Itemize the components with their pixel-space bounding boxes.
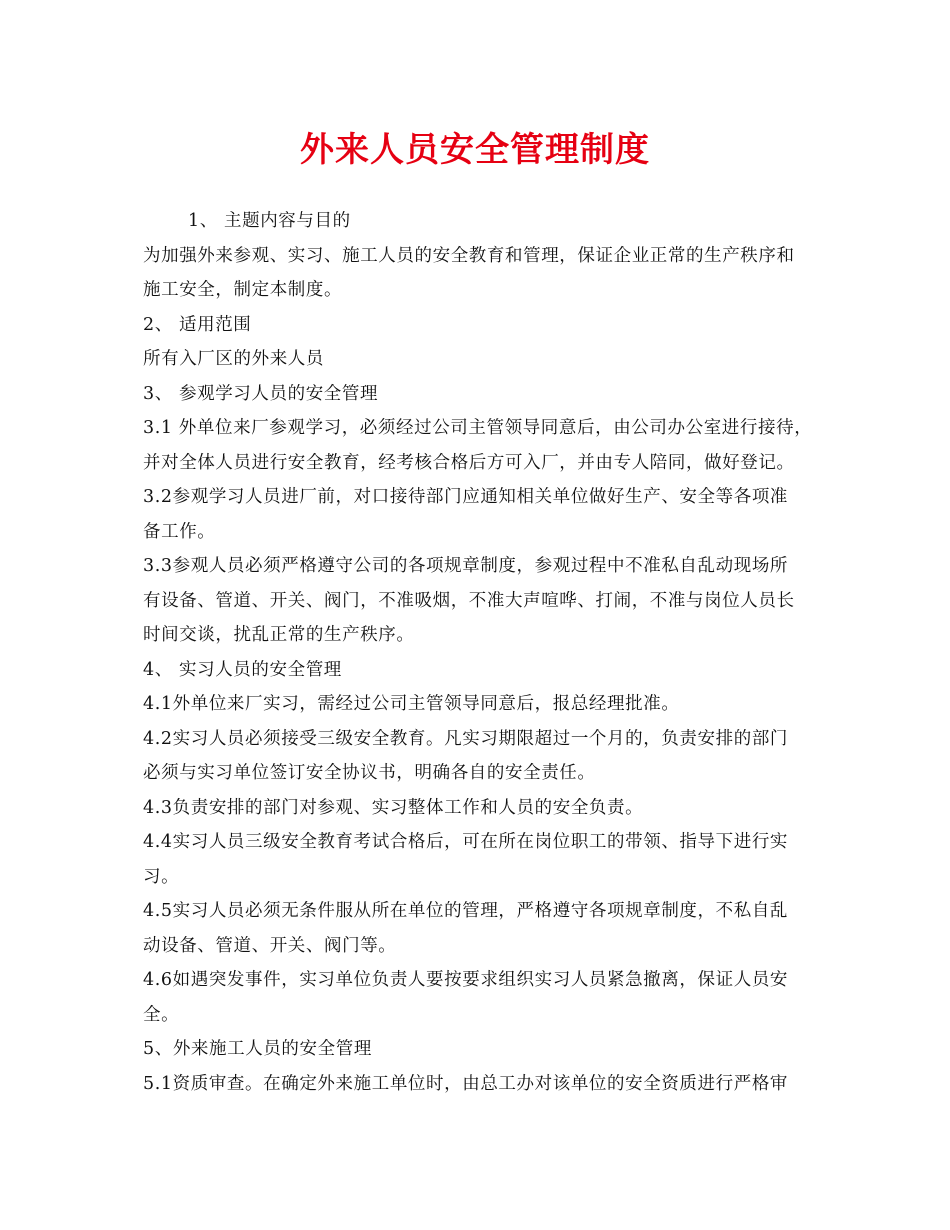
document-body — [143, 204, 823, 1101]
paragraph-line: 全。 — [143, 1004, 180, 1025]
paragraph-line: 所有入厂区的外来人员 — [143, 349, 324, 369]
paragraph-line: 3.1 外单位来厂参观学习，必须经过公司主管领导同意后，由公司办公室进行接待， — [143, 418, 813, 438]
paragraph-line: 3.3参观人员必须严格遵守公司的各项规章制度，参观过程中不准私自乱动现场所 — [143, 556, 789, 576]
paragraph-line: 4.3负责安排的部门对参观、实习整体工作和人员的安全负责。 — [143, 797, 644, 818]
paragraph-line: 动设备、管道、开关、阀门等。 — [143, 935, 397, 956]
paragraph-line: 3.2参观学习人员进厂前，对口接待部门应通知相关单位做好生产、安全等各项准 — [143, 487, 789, 507]
section-heading-5: 5、外来施工人员的安全管理 — [143, 1039, 372, 1059]
paragraph-line: 时间交谈，扰乱正常的生产秩序。 — [143, 625, 415, 645]
paragraph-line: 4.4实习人员三级安全教育考试合格后，可在所在岗位职工的带领、指导下进行实 — [143, 832, 789, 852]
paragraph-line: 4.5实习人员必须无条件服从所在单位的管理，严格遵守各项规章制度，不私自乱 — [143, 901, 789, 921]
paragraph-line: 习。 — [143, 866, 180, 887]
paragraph-line: 必须与实习单位签订安全协议书，明确各自的安全责任。 — [143, 763, 596, 783]
section-heading-1: 1、 主题内容与目的 — [188, 211, 351, 231]
paragraph-line: 4.6如遇突发事件，实习单位负责人要按要求组织实习人员紧急撤离，保证人员安 — [143, 970, 789, 990]
paragraph-line: 为加强外来参观、实习、施工人员的安全教育和管理，保证企业正常的生产秩序和 — [143, 245, 795, 266]
paragraph-line: 4.2实习人员必须接受三级安全教育。凡实习期限超过一个月的，负责安排的部门 — [143, 728, 789, 749]
section-heading-4: 4、 实习人员的安全管理 — [143, 659, 342, 680]
section-heading-2: 2、 适用范围 — [143, 314, 252, 335]
paragraph-line: 并对全体人员进行安全教育，经考核合格后方可入厂，并由专人陪同，做好登记。 — [143, 452, 795, 473]
document-title: 外来人员安全管理制度 — [300, 130, 650, 170]
paragraph-line: 备工作。 — [143, 521, 216, 542]
paragraph-line: 施工安全，制定本制度。 — [143, 280, 343, 300]
paragraph-line: 5.1资质审查。在确定外来施工单位时，由总工办对该单位的安全资质进行严格审 — [143, 1073, 789, 1094]
section-heading-3: 3、 参观学习人员的安全管理 — [143, 383, 379, 404]
paragraph-line: 有设备、管道、开关、阀门，不准吸烟，不准大声喧哗、打闹，不准与岗位人员长 — [143, 590, 795, 611]
paragraph-line: 4.1外单位来厂实习，需经过公司主管领导同意后，报总经理批准。 — [143, 694, 680, 714]
